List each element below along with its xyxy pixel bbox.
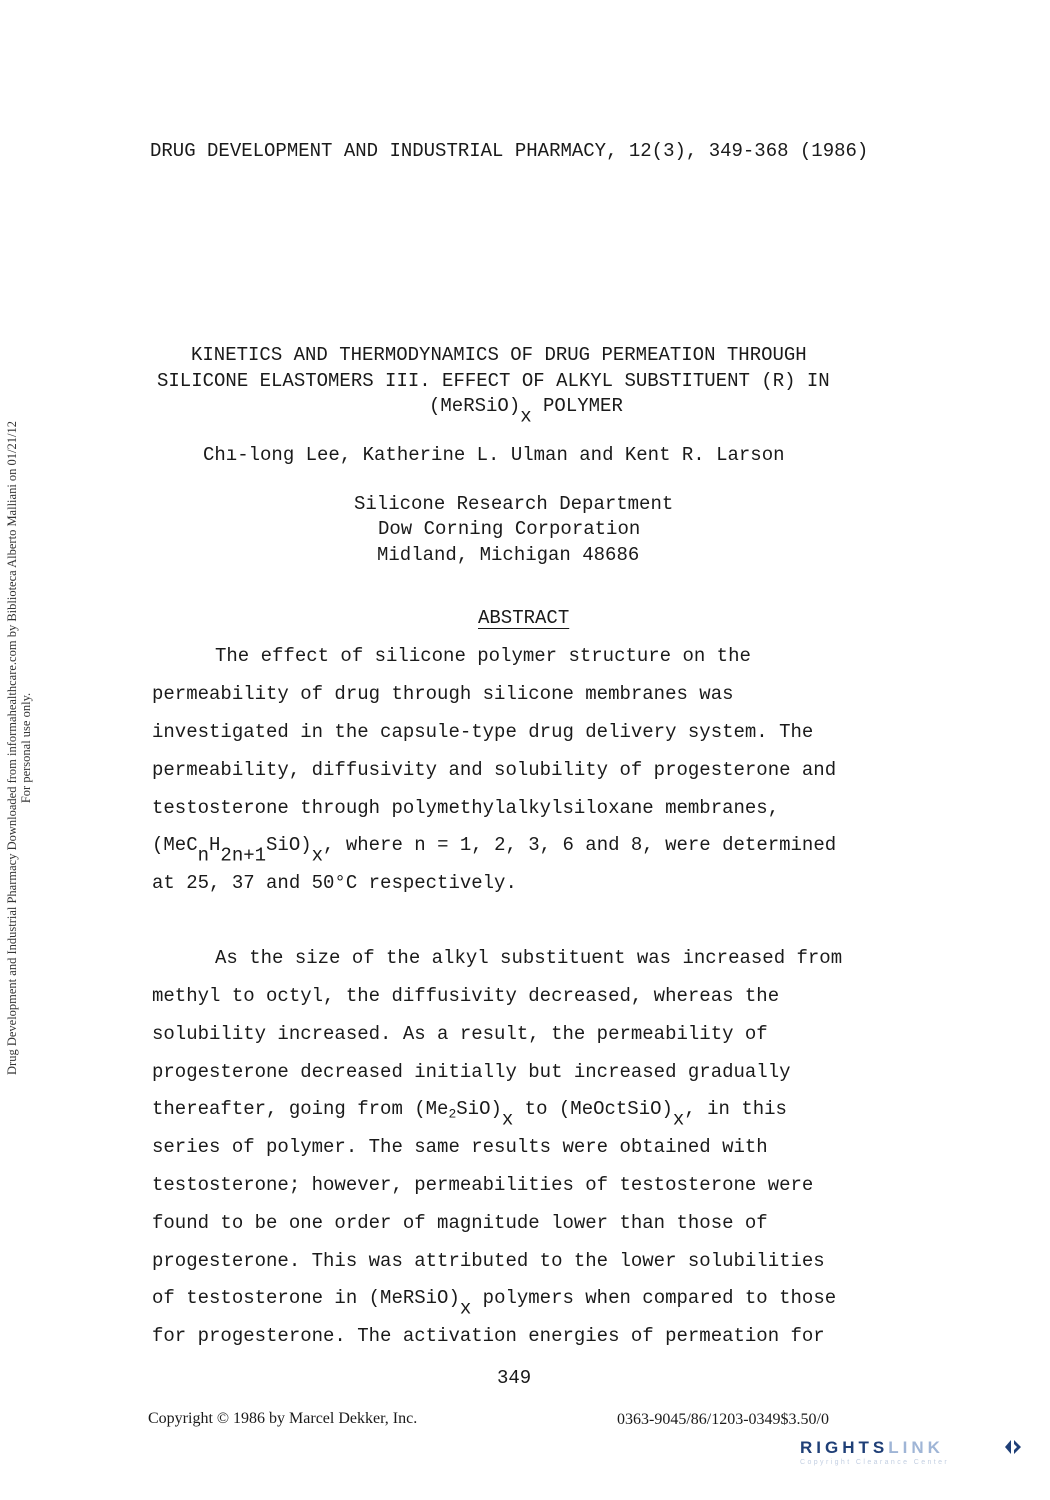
abstract-p2-line-6: series of polymer. The same results were obtained with: [152, 1136, 768, 1158]
authors: Chı-long Lee, Katherine L. Ulman and Kent R. Larson: [203, 444, 785, 466]
abstract-p1-line-4: permeability, diffusivity and solubility of progesterone and: [152, 759, 837, 781]
abstract-heading: ABSTRACT: [478, 607, 570, 629]
formula-subscript: x: [501, 1108, 514, 1131]
title-line-3: [429, 395, 623, 428]
watermark-line-1: Drug Development and Industrial Pharmacy Downloaded from informahealthcare.com by Biblioteca Alberto Malliani on 01/21/12: [5, 421, 19, 1075]
formula-subscript: x: [311, 844, 324, 867]
abstract-p2-line-7: testosterone; however, permeabilities of testosterone were: [152, 1174, 814, 1196]
formula-subscript: x: [672, 1108, 685, 1131]
article-code: 0363-9045/86/1203-0349$3.50/0: [617, 1411, 829, 1428]
formula-part: H: [209, 834, 221, 856]
abstract-p2-line-4: progesterone decreased initially but increased gradually: [152, 1061, 791, 1083]
abstract-p2-line-5: [152, 1098, 787, 1131]
title-polymer: POLYMER: [531, 395, 623, 417]
rightslink-text-light: LINK: [888, 1438, 944, 1457]
abstract-p2-line-8: found to be one order of magnitude lower than those of: [152, 1212, 768, 1234]
title-line-2: SILICONE ELASTOMERS III. EFFECT OF ALKYL SUBSTITUENT (R) IN: [157, 370, 830, 392]
sentence-part: , in this: [684, 1098, 787, 1120]
affiliation-city: Midland, Michigan 48686: [377, 544, 640, 566]
download-watermark: [5, 308, 33, 1188]
affiliation-org: Dow Corning Corporation: [378, 518, 641, 540]
formula-part: to (MeOctSiO): [513, 1098, 673, 1120]
copyright-notice: Copyright © 1986 by Marcel Dekker, Inc.: [148, 1410, 418, 1427]
title-line-1: KINETICS AND THERMODYNAMICS OF DRUG PERMEATION THROUGH: [191, 344, 807, 366]
formula-part: SiO): [266, 834, 312, 856]
rightslink-logo: [800, 1438, 1030, 1474]
abstract-p1-line-7: at 25, 37 and 50°C respectively.: [152, 872, 517, 894]
formula-subscript: n: [197, 844, 210, 867]
abstract-p1-line-2: permeability of drug through silicone membranes was: [152, 683, 734, 705]
abstract-p2-line-2: methyl to octyl, the diffusivity decreased, whereas the: [152, 985, 780, 1007]
title-subscript: x: [520, 405, 532, 428]
page-number: 349: [497, 1367, 532, 1389]
formula-subscript: 2: [448, 1106, 457, 1122]
affiliation-dept: Silicone Research Department: [354, 493, 674, 515]
abstract-p1-line-5: testosterone through polymethylalkylsiloxane membranes,: [152, 797, 780, 819]
title-formula: (MeRSiO): [429, 395, 521, 417]
sentence-part: thereafter, going from (Me: [152, 1098, 449, 1120]
formula-part: (MeC: [152, 834, 198, 856]
sentence-part: polymers when compared to those: [471, 1287, 837, 1309]
abstract-p2-line-3: solubility increased. As a result, the permeability of: [152, 1023, 768, 1045]
rightslink-text-dark: RIGHTS: [800, 1438, 889, 1457]
abstract-p2-line-10: [152, 1287, 837, 1320]
formula-subscript: 2n+1: [220, 844, 267, 867]
formula-subscript: x: [459, 1297, 472, 1320]
abstract-p1-line-3: investigated in the capsule-type drug delivery system. The: [152, 721, 814, 743]
watermark-line-2: For personal use only.: [19, 692, 33, 804]
rightslink-chevron-icon: [1002, 1437, 1024, 1457]
formula-part: SiO): [456, 1098, 502, 1120]
journal-header: DRUG DEVELOPMENT AND INDUSTRIAL PHARMACY, 12(3), 349-368 (1986): [150, 140, 869, 162]
rightslink-tagline: Copyright Clearance Center: [800, 1459, 950, 1466]
abstract-p2-line-9: progesterone. This was attributed to the lower solubilities: [152, 1250, 825, 1272]
sentence-part: , where n = 1, 2, 3, 6 and 8, were determined: [323, 834, 837, 856]
abstract-p1-line-6: [152, 834, 837, 867]
sentence-part: of testosterone in (MeRSiO): [152, 1287, 460, 1309]
abstract-p1-line-1: The effect of silicone polymer structure on the: [215, 645, 751, 667]
abstract-p2-line-11: for progesterone. The activation energies of permeation for: [152, 1325, 825, 1347]
abstract-p2-line-1: As the size of the alkyl substituent was increased from: [215, 947, 843, 969]
